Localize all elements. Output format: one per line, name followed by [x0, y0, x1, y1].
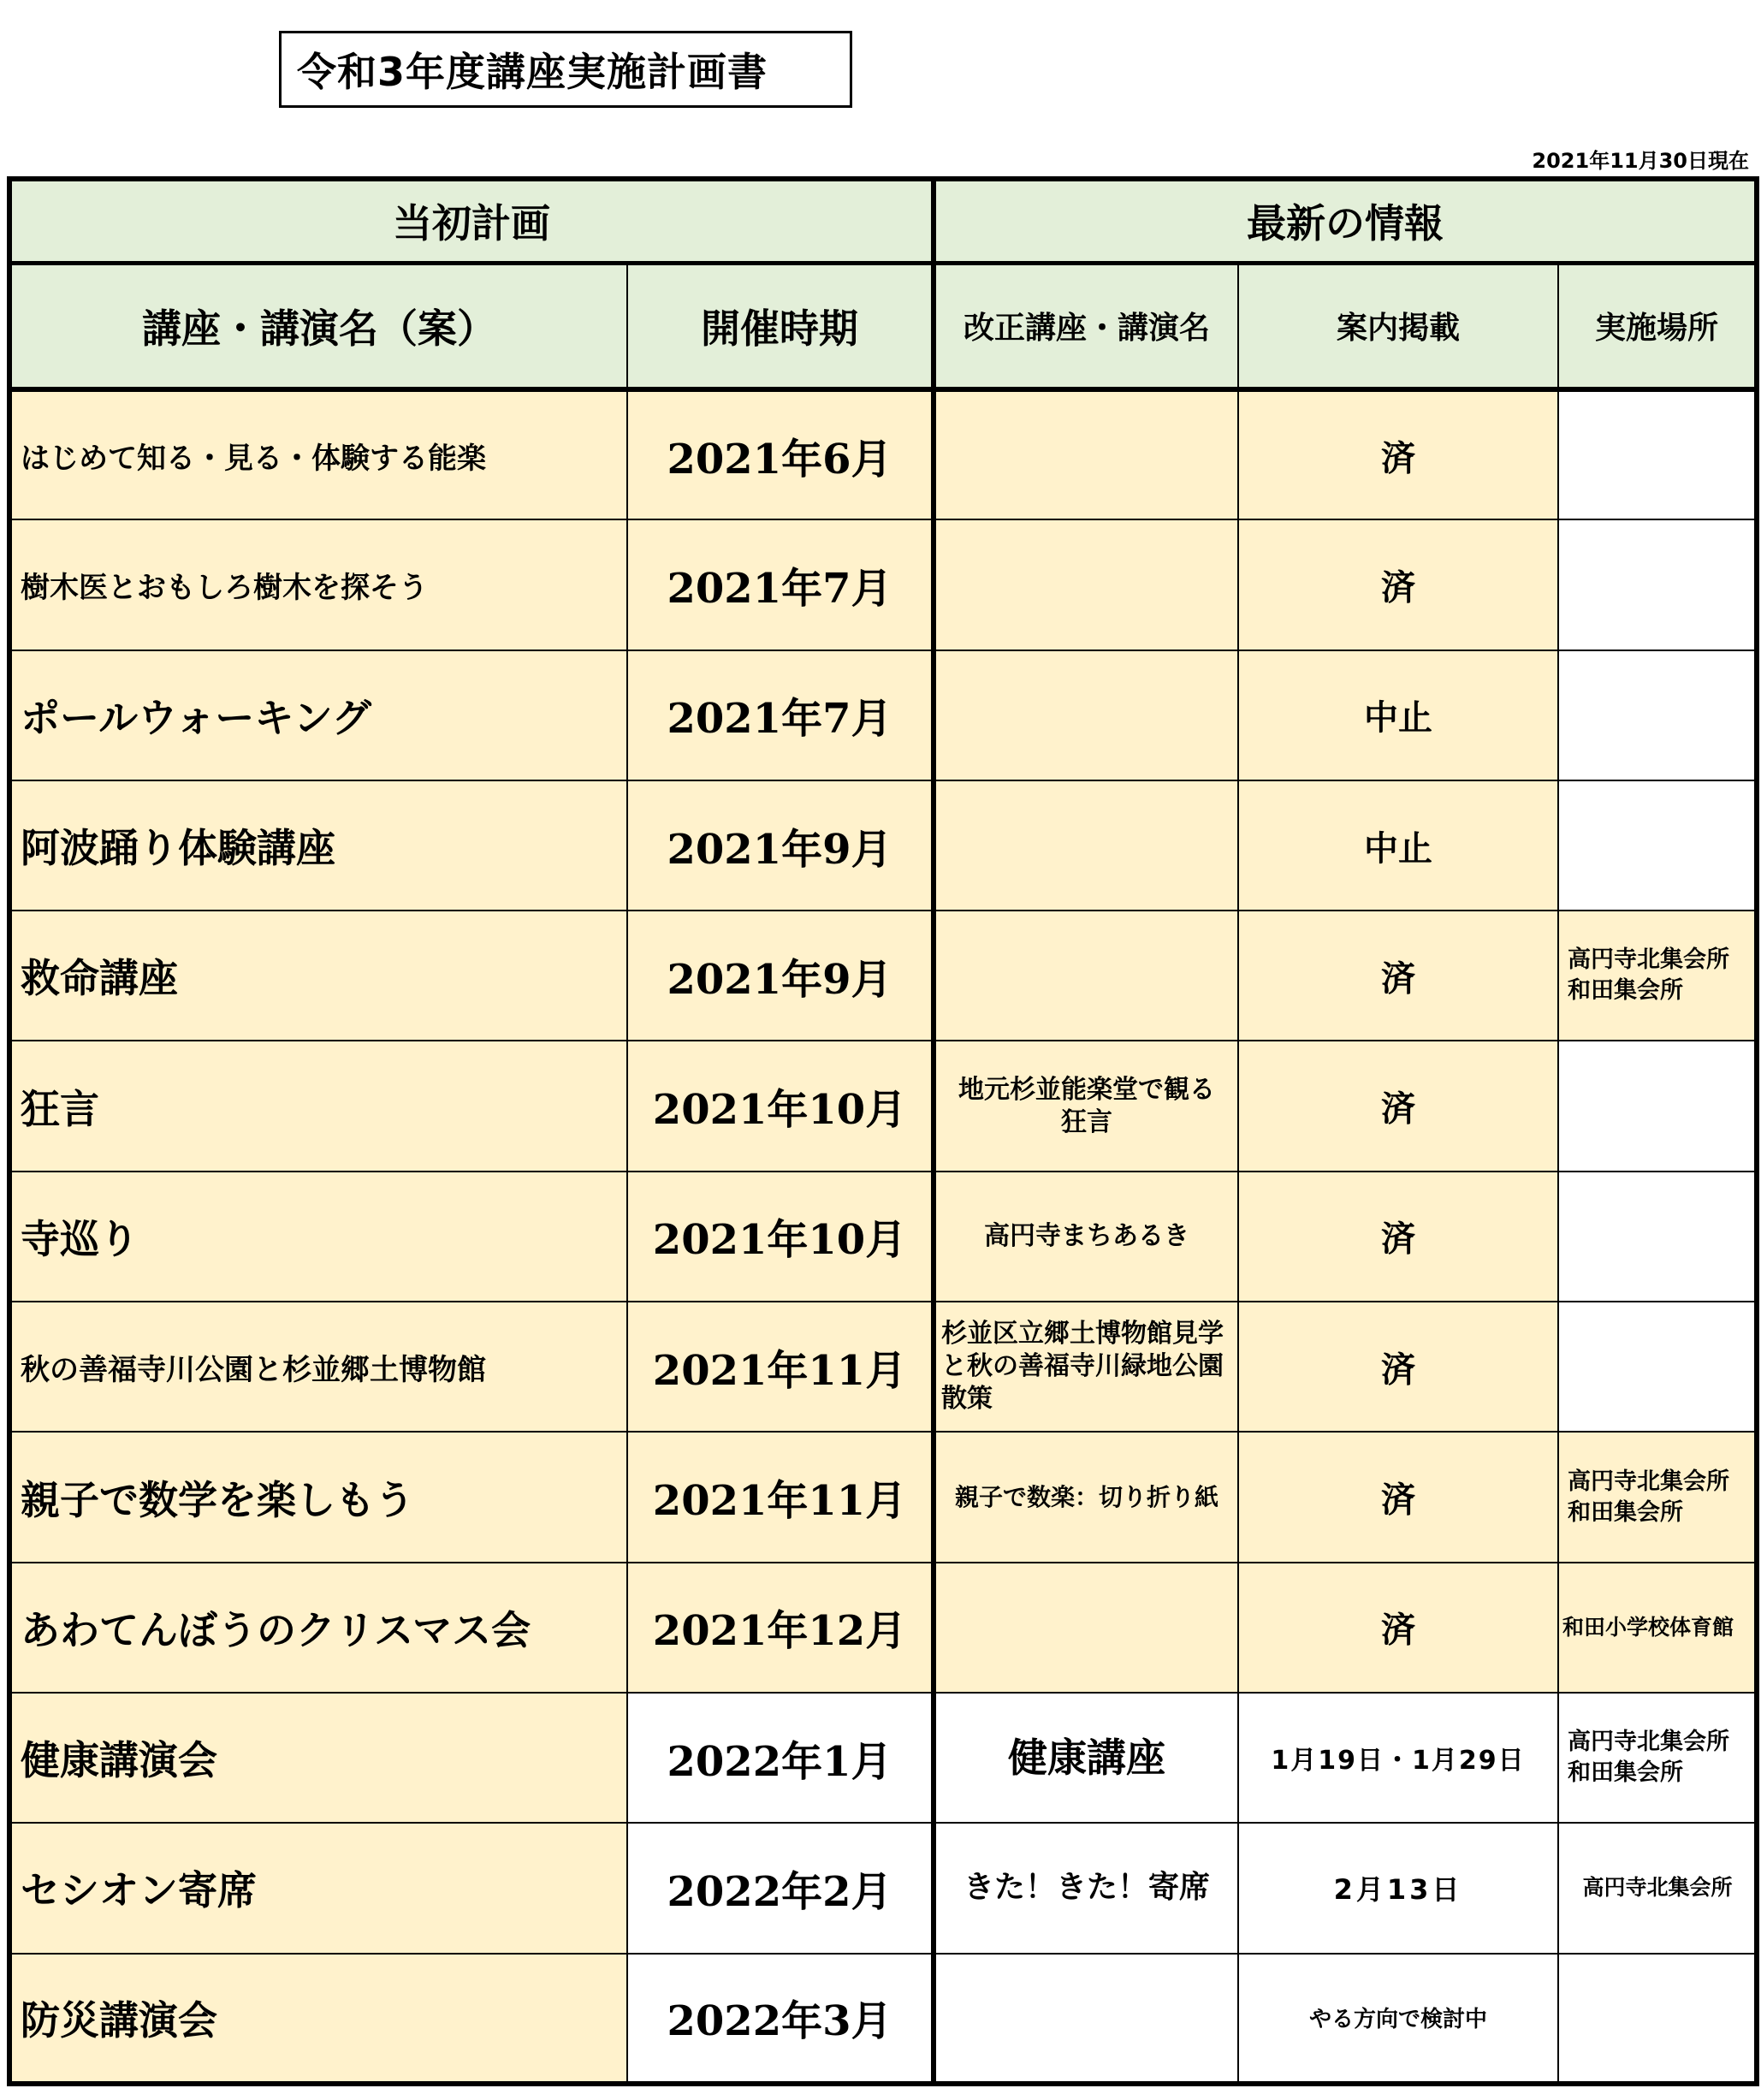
revised-name: [934, 389, 1238, 519]
notice-status: 済: [1238, 1302, 1558, 1432]
column-header-revised-name: 改正講座・講演名: [934, 263, 1238, 389]
notice-status: 1月19日・1月29日: [1238, 1693, 1558, 1823]
lecture-period: 2022年3月: [627, 1954, 934, 2084]
lecture-name: あわてんぼうのクリスマス会: [9, 1563, 627, 1693]
lecture-period: 2021年9月: [627, 780, 934, 911]
lecture-name: 救命講座: [9, 911, 627, 1041]
column-header-venue: 実施場所: [1558, 263, 1757, 389]
column-header-period: 開催時期: [627, 263, 934, 389]
group-header-original: 当初計画: [9, 179, 934, 263]
lecture-name: ポールウォーキング: [9, 650, 627, 780]
venue: [1558, 780, 1757, 911]
column-header-name: 講座・講演名（案）: [9, 263, 627, 389]
notice-status: やる方向で検討中: [1238, 1954, 1558, 2084]
table-row: [9, 1172, 1757, 1302]
venue: 高円寺北集会所: [1558, 1823, 1757, 1953]
as-of-date: 2021年11月30日現在: [1532, 149, 1749, 173]
revised-name: 高円寺まちあるき: [934, 1172, 1238, 1302]
table-row: [9, 1954, 1757, 2084]
table-row: [9, 519, 1757, 650]
notice-status: 済: [1238, 519, 1558, 650]
group-header-row: [9, 179, 1757, 263]
lecture-period: 2021年10月: [627, 1041, 934, 1171]
lecture-period: 2021年11月: [627, 1432, 934, 1562]
notice-status: 済: [1238, 1041, 1558, 1171]
revised-name: [934, 1954, 1238, 2084]
lecture-period: 2021年9月: [627, 911, 934, 1041]
table-row: [9, 1563, 1757, 1693]
venue: [1558, 1302, 1757, 1432]
venue: 高円寺北集会所 和田集会所: [1558, 1432, 1757, 1562]
revised-name: 親子で数楽：切り折り紙: [934, 1432, 1238, 1562]
revised-name: [934, 650, 1238, 780]
notice-status: 中止: [1238, 650, 1558, 780]
lecture-name: セシオン寄席: [9, 1823, 627, 1953]
lecture-name: 秋の善福寺川公園と杉並郷土博物館: [9, 1302, 627, 1432]
column-header-row: [9, 263, 1757, 389]
lecture-name: はじめて知る・見る・体験する能楽: [9, 389, 627, 519]
lecture-period: 2022年2月: [627, 1823, 934, 1953]
lecture-period: 2021年11月: [627, 1302, 934, 1432]
venue: [1558, 650, 1757, 780]
notice-status: 済: [1238, 1172, 1558, 1302]
notice-status: 済: [1238, 389, 1558, 519]
notice-status: 済: [1238, 1432, 1558, 1562]
lecture-period: 2022年1月: [627, 1693, 934, 1823]
lecture-period: 2021年7月: [627, 519, 934, 650]
table-row: [9, 1432, 1757, 1562]
table-row: [9, 1302, 1757, 1432]
venue: 和田小学校体育館: [1558, 1563, 1757, 1693]
venue: 高円寺北集会所 和田集会所: [1558, 911, 1757, 1041]
lecture-name: 阿波踊り体験講座: [9, 780, 627, 911]
notice-status: 2月13日: [1238, 1823, 1558, 1953]
lecture-period: 2021年12月: [627, 1563, 934, 1693]
table-row: [9, 780, 1757, 911]
revised-name: 健康講座: [934, 1693, 1238, 1823]
revised-name: [934, 911, 1238, 1041]
lecture-name: 狂言: [9, 1041, 627, 1171]
notice-status: 済: [1238, 1563, 1558, 1693]
revised-name: きた！きた！寄席: [934, 1823, 1238, 1953]
table-row: [9, 1823, 1757, 1953]
notice-status: 済: [1238, 911, 1558, 1041]
revised-name: 地元杉並能楽堂で観る狂言: [934, 1041, 1238, 1171]
venue: [1558, 1172, 1757, 1302]
lecture-period: 2021年7月: [627, 650, 934, 780]
table-row: [9, 389, 1757, 519]
lecture-name: 健康講演会: [9, 1693, 627, 1823]
document-title: 令和3年度講座実施計画書: [279, 31, 852, 108]
venue: [1558, 1041, 1757, 1171]
lecture-period: 2021年6月: [627, 389, 934, 519]
lecture-name: 樹木医とおもしろ樹木を探そう: [9, 519, 627, 650]
lecture-period: 2021年10月: [627, 1172, 934, 1302]
column-header-notice: 案内掲載: [1238, 263, 1558, 389]
plan-table: [7, 176, 1759, 2086]
table-row: [9, 1041, 1757, 1171]
lecture-name: 親子で数学を楽しもう: [9, 1432, 627, 1562]
revised-name: 杉並区立郷土博物館見学と秋の善福寺川緑地公園散策: [934, 1302, 1238, 1432]
revised-name: [934, 519, 1238, 650]
venue: [1558, 1954, 1757, 2084]
revised-name: [934, 780, 1238, 911]
table-row: [9, 1693, 1757, 1823]
revised-name: [934, 1563, 1238, 1693]
lecture-name: 寺巡り: [9, 1172, 627, 1302]
group-header-latest: 最新の情報: [934, 179, 1757, 263]
notice-status: 中止: [1238, 780, 1558, 911]
lecture-name: 防災講演会: [9, 1954, 627, 2084]
table-row: [9, 650, 1757, 780]
venue: [1558, 519, 1757, 650]
venue: 高円寺北集会所 和田集会所: [1558, 1693, 1757, 1823]
table-row: [9, 911, 1757, 1041]
venue: [1558, 389, 1757, 519]
